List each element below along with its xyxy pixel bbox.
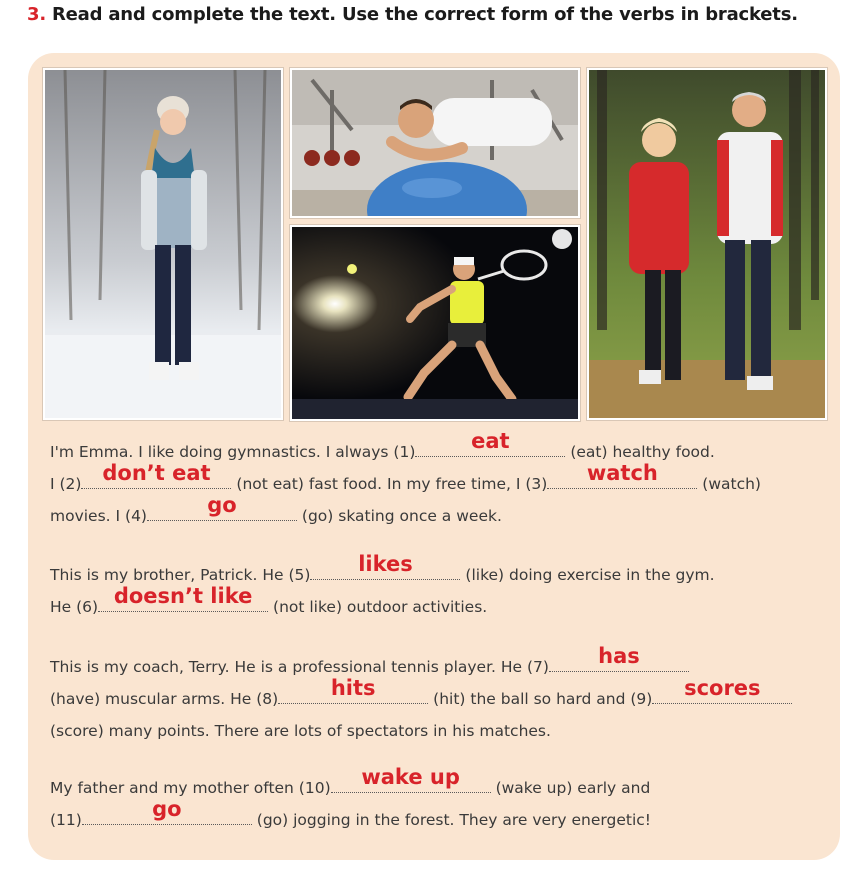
text-segment: (go) skating once a week. — [301, 507, 502, 525]
exercise-number: 3. — [27, 4, 46, 25]
gap-1[interactable] — [415, 429, 565, 457]
parents-jogging-photo — [587, 68, 827, 420]
text-segment: (not like) outdoor activities. — [273, 598, 488, 616]
emma-ice-skating-photo — [43, 68, 283, 420]
answer-10: wake up — [361, 765, 460, 789]
text-segment: This is my brother, Patrick. He (5) — [50, 566, 311, 584]
text-segment: movies. I (4) — [50, 507, 147, 525]
answer-3: watch — [586, 461, 658, 485]
text-segment: (eat) healthy food. — [570, 443, 715, 461]
patrick-gym-photo — [290, 68, 580, 218]
text-segment: (watch) — [702, 475, 761, 493]
answer-11: go — [152, 797, 182, 821]
text-segment: I (2) — [50, 475, 82, 493]
gap-8[interactable] — [278, 676, 428, 704]
text-segment: (score) many points. There are lots of spectators in his matches. — [50, 722, 551, 740]
gap-6[interactable] — [98, 584, 268, 612]
text-segment: My father and my mother often (10) — [50, 779, 331, 797]
paragraph-emma — [50, 429, 830, 536]
text-segment: (wake up) early and — [495, 779, 651, 797]
gap-4[interactable] — [147, 493, 297, 521]
gap-10[interactable] — [331, 765, 491, 793]
answer-9: scores — [684, 676, 761, 700]
gap-5[interactable] — [310, 552, 460, 580]
paragraph-terry — [50, 644, 830, 751]
answer-5: likes — [358, 552, 413, 576]
text-segment: (11) — [50, 811, 82, 829]
exercise-heading — [27, 4, 798, 25]
answer-7: has — [598, 644, 640, 668]
text-segment: I'm Emma. I like doing gymnastics. I always (1) — [50, 443, 416, 461]
gap-11[interactable] — [82, 797, 252, 825]
answer-1: eat — [471, 429, 510, 453]
text-segment: This is my coach, Terry. He is a professional tennis player. He (7) — [50, 658, 549, 676]
gap-3[interactable] — [547, 461, 697, 489]
gap-9[interactable] — [652, 676, 792, 704]
answer-4: go — [207, 493, 237, 517]
text-segment: (hit) the ball so hard and (9) — [433, 690, 653, 708]
gap-2[interactable] — [81, 461, 231, 489]
paragraph-parents — [50, 765, 830, 838]
answer-2: don’t eat — [102, 461, 211, 485]
terry-tennis-photo — [290, 225, 580, 421]
paragraph-patrick — [50, 552, 830, 625]
answer-8: hits — [330, 676, 376, 700]
text-segment: He (6) — [50, 598, 99, 616]
text-segment: (not eat) fast food. In my free time, I (3) — [236, 475, 548, 493]
answer-6: doesn’t like — [113, 584, 253, 608]
text-segment: (have) muscular arms. He (8) — [50, 690, 279, 708]
gap-7[interactable] — [549, 644, 689, 672]
text-segment: (like) doing exercise in the gym. — [465, 566, 715, 584]
exercise-instruction: Read and complete the text. Use the correct form of the verbs in brackets. — [51, 4, 798, 25]
text-segment: (go) jogging in the forest. They are very energetic! — [256, 811, 652, 829]
